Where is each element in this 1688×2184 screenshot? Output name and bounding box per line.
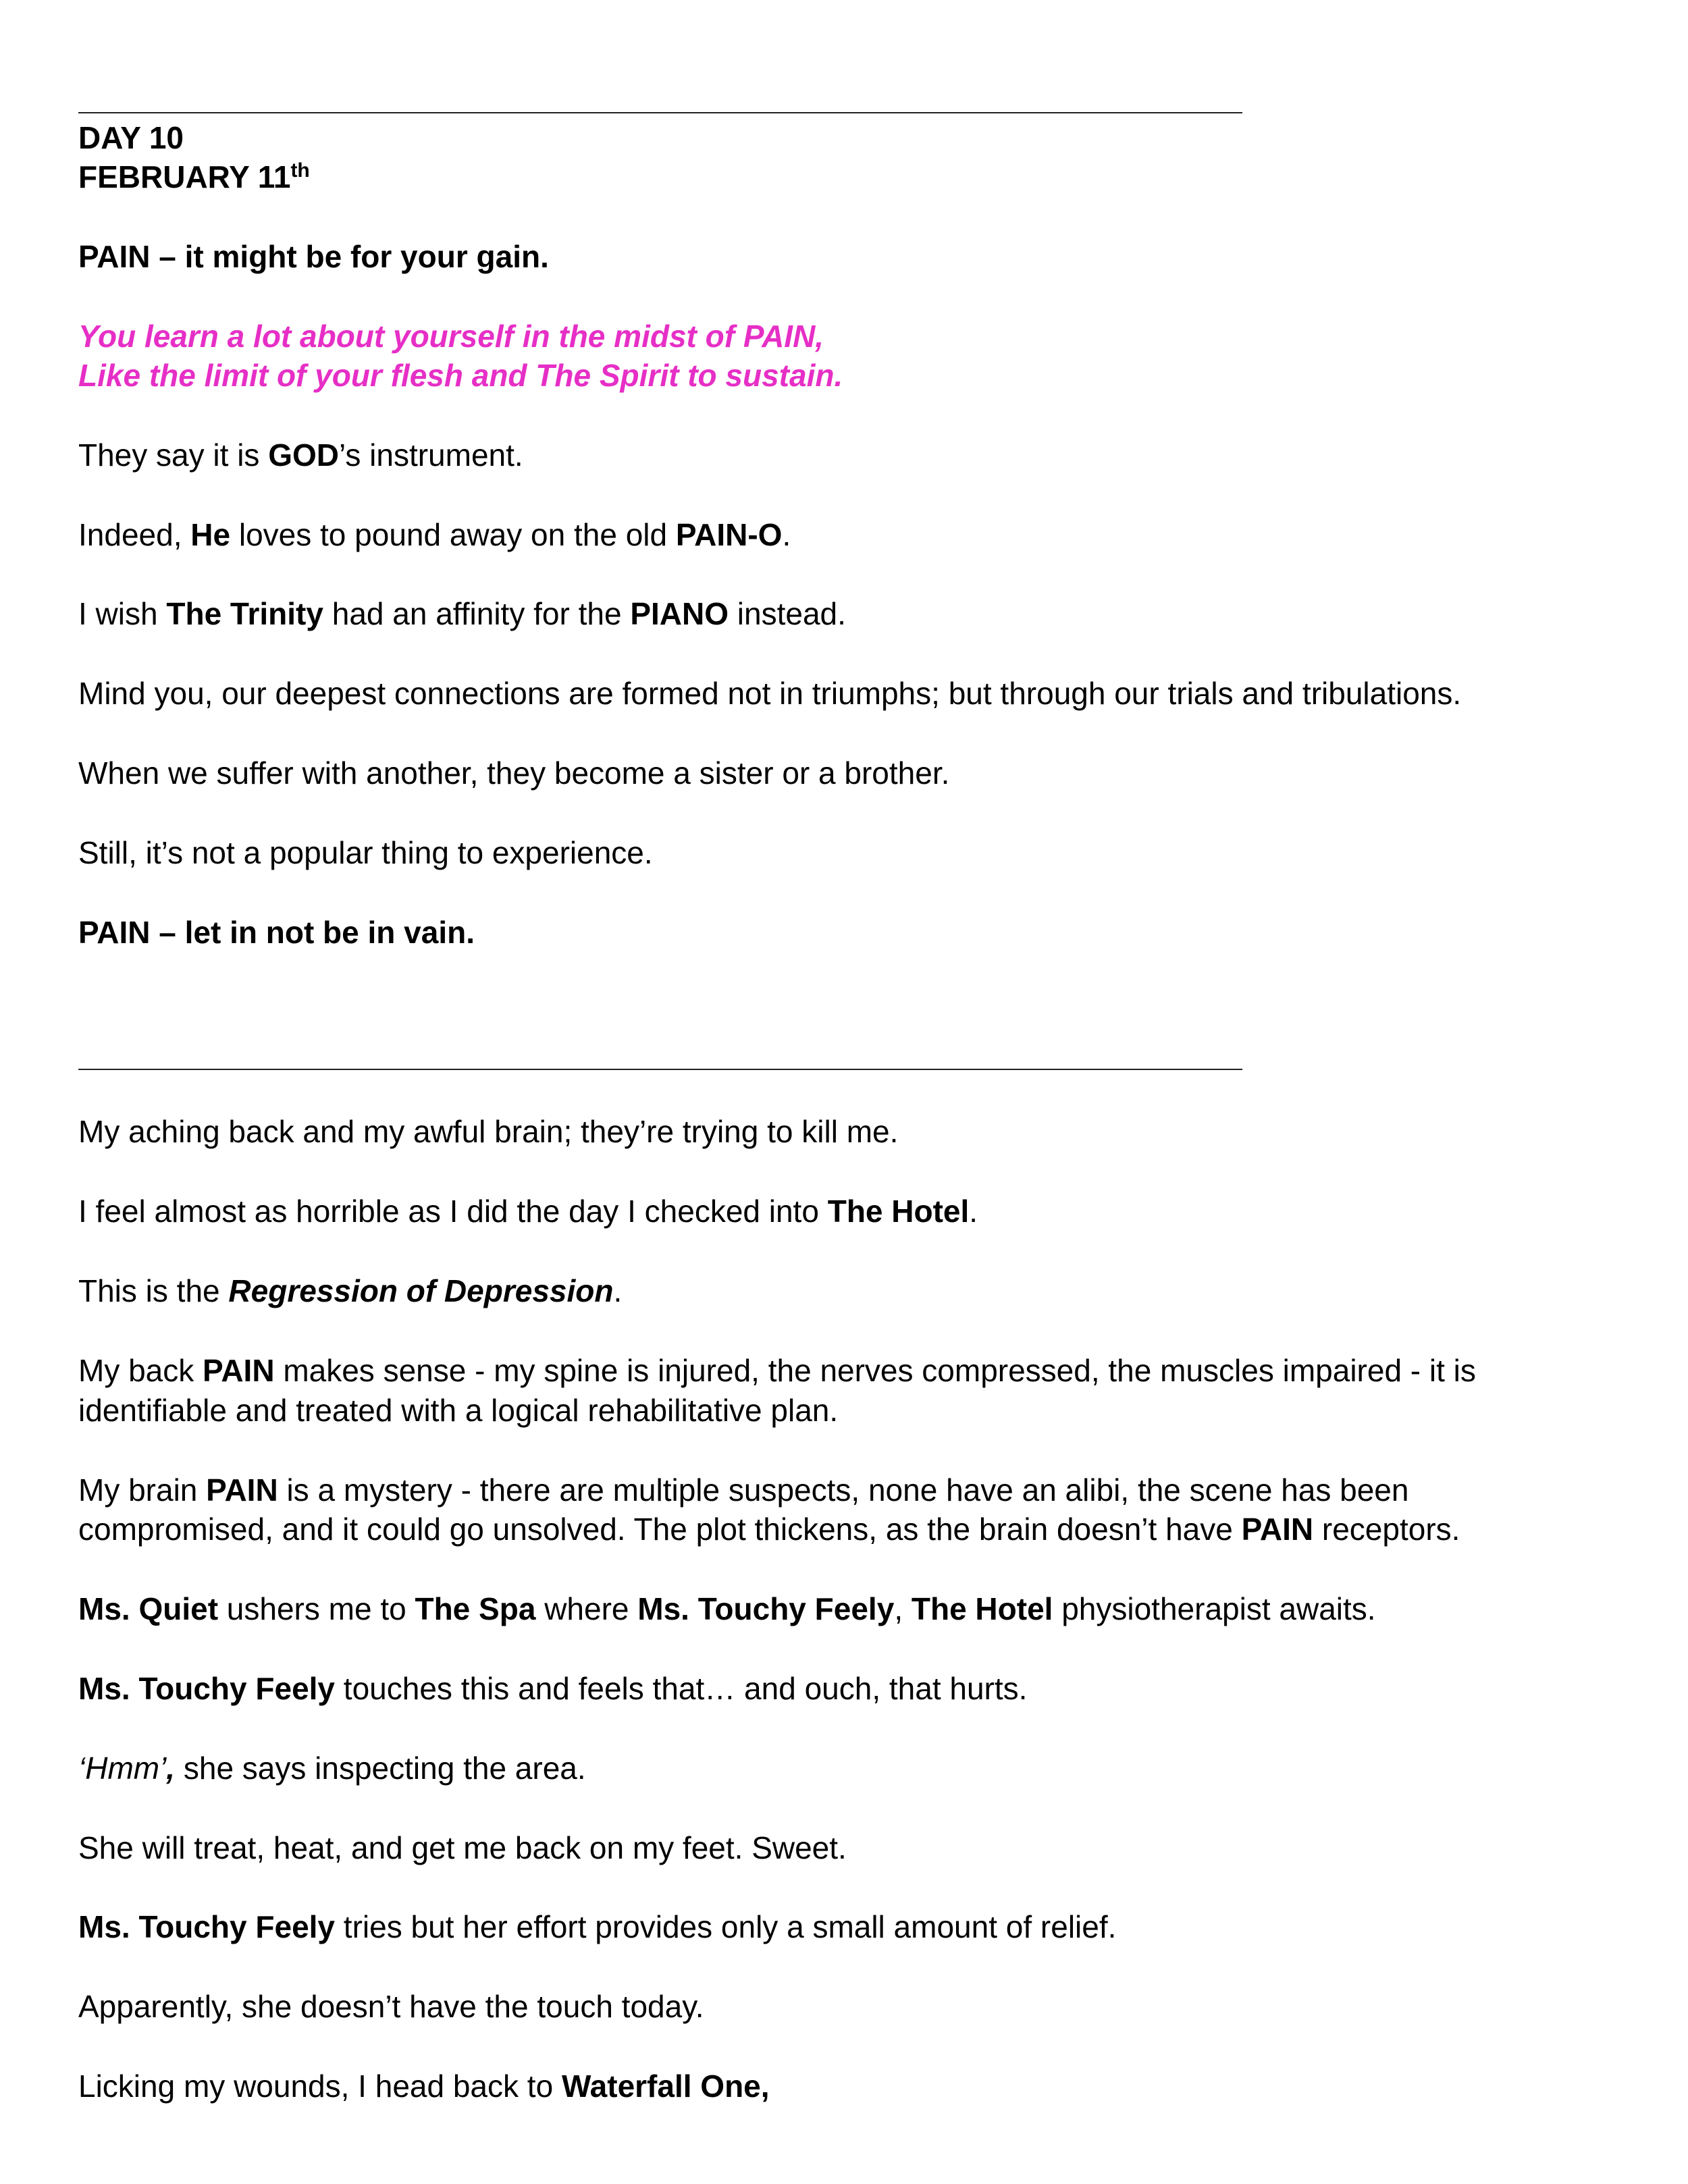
story-paragraph-5-line-2: compromised, and it could go unsolved. The plot thickens, as the brain doesn’t have PAIN receptors. bbox=[78, 1512, 1460, 1547]
date-suffix: th bbox=[290, 159, 310, 182]
story-paragraph-4-line-2: identifiable and treated with a logical rehabilitative plan. bbox=[78, 1393, 839, 1428]
poem-paragraph-2: Indeed, He loves to pound away on the old PAIN-O. bbox=[78, 517, 791, 552]
date-label: FEBRUARY 11 bbox=[78, 159, 291, 194]
story-paragraph-10: Ms. Touchy Feely tries but her effort provides only a small amount of relief. bbox=[78, 1909, 1117, 1944]
section-rule bbox=[78, 1069, 1242, 1070]
poem-paragraph-3: I wish The Trinity had an affinity for the PIANO instead. bbox=[78, 596, 846, 631]
poem-paragraph-1: They say it is GOD’s instrument. bbox=[78, 437, 523, 473]
story-paragraph-4-line-1: My back PAIN makes sense - my spine is injured, the nerves compressed, the muscles impaired - it is bbox=[78, 1353, 1476, 1388]
poem-paragraph-6: Still, it’s not a popular thing to experience. bbox=[78, 835, 653, 870]
verse-line-2: Like the limit of your flesh and The Spirit to sustain. bbox=[78, 358, 843, 393]
story-paragraph-8: ‘Hmm’, she says inspecting the area. bbox=[78, 1751, 586, 1786]
verse-line-1: You learn a lot about yourself in the midst of PAIN, bbox=[78, 319, 824, 354]
day-heading bbox=[78, 119, 184, 157]
top-rule bbox=[78, 112, 1242, 113]
story-paragraph-2: I feel almost as horrible as I did the day I checked into The Hotel. bbox=[78, 1194, 978, 1229]
story-paragraph-6: Ms. Quiet ushers me to The Spa where Ms. Touchy Feely, The Hotel physiotherapist awaits. bbox=[78, 1591, 1376, 1626]
poem-closing: PAIN – let in not be in vain. bbox=[78, 915, 475, 950]
story-paragraph-5-line-1: My brain PAIN is a mystery - there are multiple suspects, none have an alibi, the scene has been bbox=[78, 1472, 1409, 1508]
story-paragraph-11: Apparently, she doesn’t have the touch today. bbox=[78, 1989, 704, 2024]
story-paragraph-9: She will treat, heat, and get me back on my feet. Sweet. bbox=[78, 1830, 847, 1865]
story-paragraph-1: My aching back and my awful brain; they’re trying to kill me. bbox=[78, 1114, 899, 1149]
poem-title: PAIN – it might be for your gain. bbox=[78, 239, 549, 274]
date-heading bbox=[78, 158, 310, 196]
day-label: DAY 10 bbox=[78, 120, 184, 155]
story-paragraph-12: Licking my wounds, I head back to Waterfall One, bbox=[78, 2069, 770, 2104]
story-paragraph-3: This is the Regression of Depression. bbox=[78, 1273, 623, 1308]
story-paragraph-7: Ms. Touchy Feely touches this and feels that… and ouch, that hurts. bbox=[78, 1671, 1028, 1706]
poem-paragraph-4: Mind you, our deepest connections are formed not in triumphs; but through our trials and tribulations. bbox=[78, 676, 1462, 711]
poem-paragraph-5: When we suffer with another, they become a sister or a brother. bbox=[78, 755, 950, 791]
